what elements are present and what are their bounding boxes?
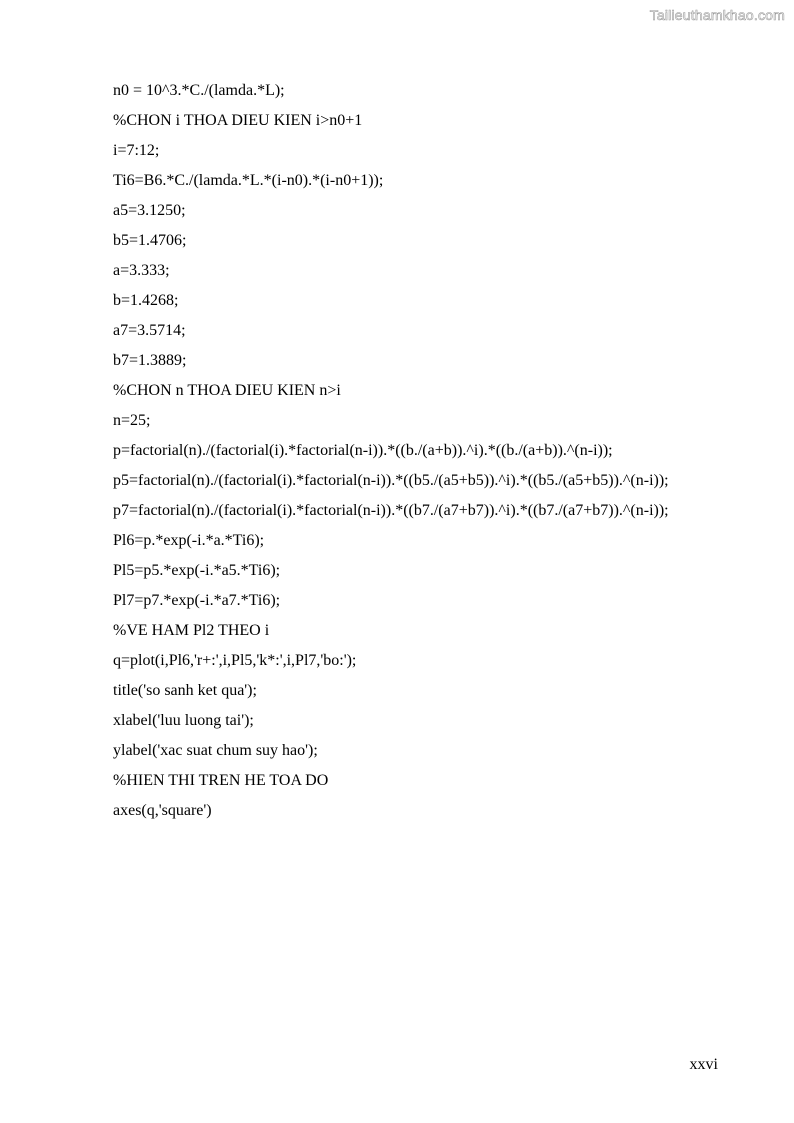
code-line: b7=1.3889; [113,352,187,369]
watermark: Tailieuthamkhao.com [649,7,785,23]
code-line: a=3.333; [113,262,170,279]
code-line: b5=1.4706; [113,232,187,249]
code-line: a5=3.1250; [113,202,186,219]
code-line: Pl6=p.*exp(-i.*a.*Ti6); [113,532,265,549]
code-line: Pl5=p5.*exp(-i.*a5.*Ti6); [113,562,281,579]
code-line: p7=factorial(n)./(factorial(i).*factorial(n-i)).*((b7./(a7+b7)).^i).*((b7./(a7+b7)).^(n-i)); [113,502,669,519]
code-line: p=factorial(n)./(factorial(i).*factorial(n-i)).*((b./(a+b)).^i).*((b./(a+b)).^(n-i)); [113,442,613,459]
code-line: %VE HAM Pl2 THEO i [113,622,270,639]
code-line: b=1.4268; [113,292,179,309]
code-line: %CHON i THOA DIEU KIEN i>n0+1 [113,112,363,129]
code-line: %CHON n THOA DIEU KIEN n>i [113,382,341,399]
code-line: q=plot(i,Pl6,'r+:',i,Pl5,'k*:',i,Pl7,'bo:'); [113,652,357,669]
code-line: Ti6=B6.*C./(lamda.*L.*(i-n0).*(i-n0+1)); [113,172,384,189]
code-line: n=25; [113,412,151,429]
code-line: title('so sanh ket qua'); [113,682,257,699]
code-line: p5=factorial(n)./(factorial(i).*factorial(n-i)).*((b5./(a5+b5)).^i).*((b5./(a5+b5)).^(n-i)); [113,472,669,489]
code-line: axes(q,'square') [113,802,212,819]
code-listing [113,76,669,826]
page-number: xxvi [689,1056,718,1073]
code-line: n0 = 10^3.*C./(lamda.*L); [113,82,285,99]
code-line: a7=3.5714; [113,322,186,339]
code-line: %HIEN THI TREN HE TOA DO [113,772,329,789]
code-line: Pl7=p7.*exp(-i.*a7.*Ti6); [113,592,281,609]
code-line: i=7:12; [113,142,160,159]
code-line: xlabel('luu luong tai'); [113,712,254,729]
code-line: ylabel('xac suat chum suy hao'); [113,742,318,759]
